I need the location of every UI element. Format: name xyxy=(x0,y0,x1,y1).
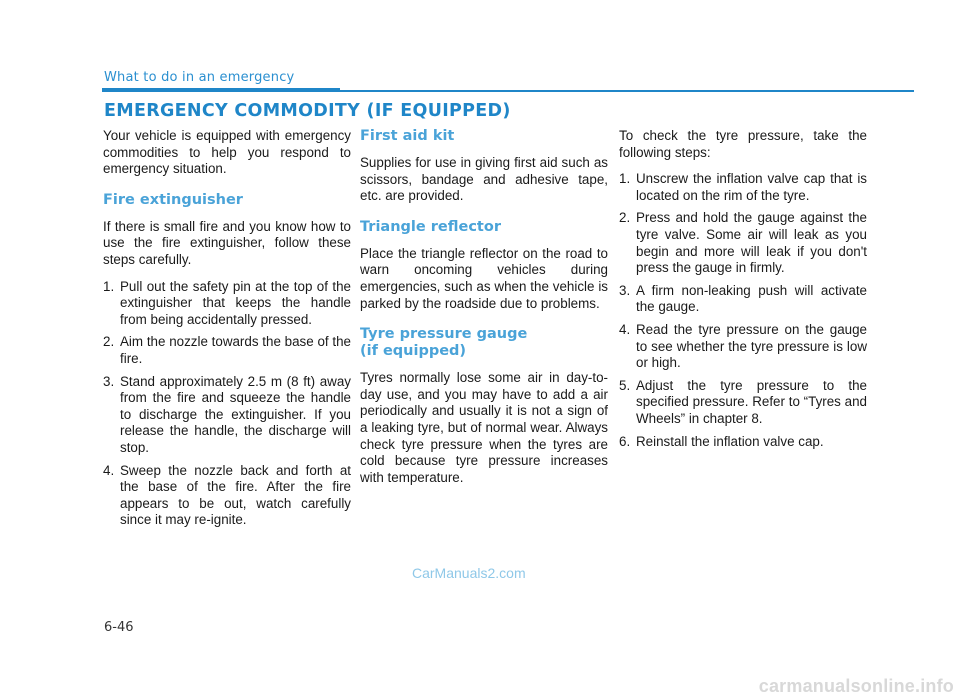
step-text: Reinstall the inflation valve cap. xyxy=(636,433,824,449)
column-2 xyxy=(360,128,608,496)
step-text: Unscrew the inflation valve cap that is located on the rim of the tyre. xyxy=(636,171,867,203)
tyre-pressure-gauge-body: Tyres normally lose some air in day-to-day use, and you may have to add a air periodically and usually it is not a sign of a leaking tyre, but of normal wear. Always check tyre pressure when the tyres are cold because tyre pressure increases with temperature. xyxy=(360,370,608,485)
list-item xyxy=(619,434,867,451)
header-rule-thin xyxy=(340,90,914,92)
step-number: 2. xyxy=(103,334,115,350)
column-1 xyxy=(103,128,351,535)
first-aid-kit-heading: First aid kit xyxy=(360,128,455,144)
watermark-link[interactable]: CarManuals2.com xyxy=(412,565,526,581)
fire-extinguisher-intro: If there is small fire and you know how to use the fire extinguisher, follow these steps carefully. xyxy=(103,218,351,267)
step-text: Read the tyre pressure on the gauge to see whether the tyre pressure is low or high. xyxy=(636,321,867,371)
tyre-check-intro: To check the tyre pressure, take the following steps: xyxy=(619,128,867,160)
first-aid-kit-body: Supplies for use in giving first aid such as scissors, bandage and adhesive tape, etc. are provided. xyxy=(360,155,608,204)
list-item xyxy=(103,463,351,529)
triangle-reflector-heading: Triangle reflector xyxy=(360,218,501,235)
column-3 xyxy=(619,128,867,456)
step-number: 4. xyxy=(103,462,115,478)
site-watermark: carmanualsonline.info xyxy=(758,676,954,696)
tyre-check-steps xyxy=(619,171,867,450)
list-item xyxy=(103,279,351,329)
step-text: Adjust the tyre pressure to the specified pressure. Refer to “Tyres and Wheels” in chapter 8. xyxy=(636,377,867,426)
list-item xyxy=(619,378,867,428)
list-item xyxy=(103,374,351,457)
list-item xyxy=(619,171,867,204)
section-label: What to do in an emergency xyxy=(104,70,295,85)
list-item xyxy=(619,322,867,372)
step-number: 5. xyxy=(619,377,631,393)
list-item xyxy=(619,210,867,276)
step-number: 3. xyxy=(619,282,631,298)
step-number: 3. xyxy=(103,373,115,389)
step-text: Aim the nozzle towards the base of the fire. xyxy=(120,334,351,366)
step-number: 2. xyxy=(619,210,631,226)
step-number: 4. xyxy=(619,321,631,337)
header-rule-thick xyxy=(102,88,340,92)
step-text: Stand approximately 2.5 m (8 ft) away from the fire and squeeze the handle to discharge the extinguisher. If you release the handle, the discharge will stop. xyxy=(120,373,351,455)
tyre-pressure-gauge-heading xyxy=(360,326,608,360)
page-number: 6-46 xyxy=(104,620,134,635)
triangle-reflector-body: Place the triangle reflector on the road to warn oncoming vehicles during emergencies, such as when the vehicle is parked by the roadside due to problems. xyxy=(360,245,608,311)
step-text: Pull out the safety pin at the top of the extinguisher that keeps the handle from being accidentally pressed. xyxy=(120,278,351,327)
step-number: 1. xyxy=(619,171,631,187)
intro-paragraph: Your vehicle is equipped with emergency commodities to help you respond to emergency situation. xyxy=(103,128,351,177)
step-text: Sweep the nozzle back and forth at the base of the fire. After the fire appears to be out, watch carefully since it may re-ignite. xyxy=(120,462,351,528)
fire-extinguisher-heading: Fire extinguisher xyxy=(103,191,243,208)
heading-line: (if equipped) xyxy=(360,343,467,360)
page-title: EMERGENCY COMMODITY (IF EQUIPPED) xyxy=(104,101,511,121)
list-item xyxy=(103,334,351,367)
step-number: 6. xyxy=(619,433,631,449)
fire-extinguisher-steps xyxy=(103,279,351,529)
heading-line: Tyre pressure gauge xyxy=(360,326,528,343)
step-number: 1. xyxy=(103,278,115,294)
step-text: A firm non-leaking push will activate the gauge. xyxy=(636,282,867,315)
list-item xyxy=(619,283,867,316)
step-text: Press and hold the gauge against the tyre valve. Some air will leak as you begin and more will leak if you don't press the gauge in firmly. xyxy=(636,210,867,276)
